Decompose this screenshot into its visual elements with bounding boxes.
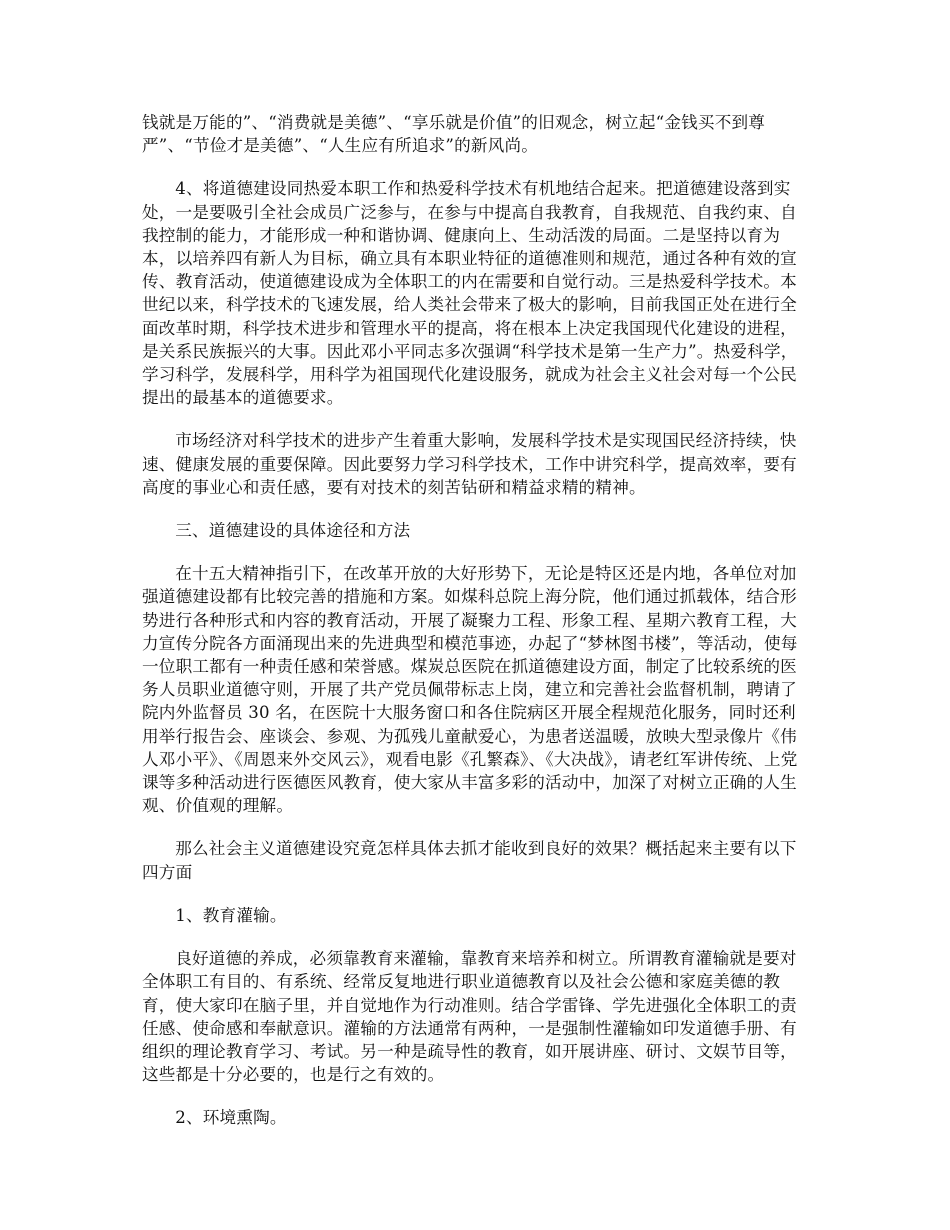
paragraph-education: 良好道德的养成，必须靠教育来灌输，靠教育来培养和树立。所谓教育灌输就是要对全体职工有目的、有系统、经常反复地进行职业道德教育以及社会公德和家庭美德的教育，使大家印在脑子里，并自觉地作为行动准则。结合学雷锋、学先进强化全体职工的责任感、使命感和奉献意识。灌输的方法通常有两种，一是强制性灌输如印发道德手册、有组织的理论教育学习、考试。另一种是疏导性的教育，如开展讲座、研讨、文娱节目等，这些都是十分必要的，也是行之有效的。 — [142, 949, 797, 1085]
section-heading-methods: 三、道德建设的具体途径和方法 — [175, 521, 411, 541]
paragraph-summary-question: 那么社会主义道德建设究竟怎样具体去抓才能收到良好的效果？概括起来主要有以下四方面 — [142, 839, 797, 882]
paragraph-examples: 在十五大精神指引下，在改革开放的大好形势下，无论是特区还是内地，各单位对加强道德建设都有比较完善的措施和方案。如煤科总院上海分院，他们通过抓载体，结合形势进行各种形式和内容的教育活动，开展了凝聚力工程、形象工程、星期六教育工程，大力宣传分院各方面涌现出来的先进典型和模范事迹，办起了“梦林图书楼”，等活动，使每一位职工都有一种责任感和荣誉感。煤炭总医院在抓道德建设方面，制定了比较系统的医务人员职业道德守则，开展了共产党员佩带标志上岗，建立和完善社会监督机制，聘请了院内外监督员 30 名，在医院十大服务窗口和各住院病区开展全程规范化服务，同时还利用举行报告会、座谈会、参观、为孤残儿童献爱心，为患者送温暖，放映大型录像片《伟人邓小平》、《周恩来外交风云》，观看电影《孔繁森》、《大决战》，请老红军讲传统、上党课等多种活动进行医德医风教育，使大家从丰富多彩的活动中，加深了对树立正确的人生观、价值观的理解。 — [142, 564, 798, 816]
subheading-education: 1、教育灌输。 — [175, 905, 287, 925]
paragraph-continuation: 钱就是万能的”、“消费就是美德”、“享乐就是价值”的旧观念，树立起“金钱买不到尊严”、“节俭才是美德”、“人生应有所追求”的新风尚。 — [142, 113, 766, 156]
subheading-environment: 2、环境熏陶。 — [175, 1108, 287, 1128]
paragraph-market-economy: 市场经济对科学技术的进步产生着重大影响，发展科学技术是实现国民经济持续，快速、健康发展的重要保障。因此要努力学习科学技术，工作中讲究科学，提高效率，要有高度的事业心和责任感，要有对技术的刻苦钻研和精益求精的精神。 — [142, 431, 797, 497]
paragraph-moral-construction-4: 4、将道德建设同热爱本职工作和热爱科学技术有机地结合起来。把道德建设落到实处，一是要吸引全社会成员广泛参与，在参与中提高自我教育，自我规范、自我约束、自我控制的能力，才能形成一种和谐协调、健康向上、生动活泼的局面。二是坚持以育为本，以培养四有新人为目标，确立具有本职业特征的道德准则和规范，通过各种有效的宣传、教育活动，使道德建设成为全体职工的内在需要和自觉行动。三是热爱科学技术。本世纪以来，科学技术的飞速发展，给人类社会带来了极大的影响，目前我国正处在进行全面改革时期，科学技术进步和管理水平的提高，将在根本上决定我国现代化建设的进程，是关系民族振兴的大事。因此邓小平同志多次强调“科学技术是第一生产力”。热爱科学，学习科学，发展科学，用科学为祖国现代化建设服务，就成为社会主义社会对每一个公民提出的最基本的道德要求。 — [142, 179, 798, 408]
document-body — [142, 111, 812, 1150]
